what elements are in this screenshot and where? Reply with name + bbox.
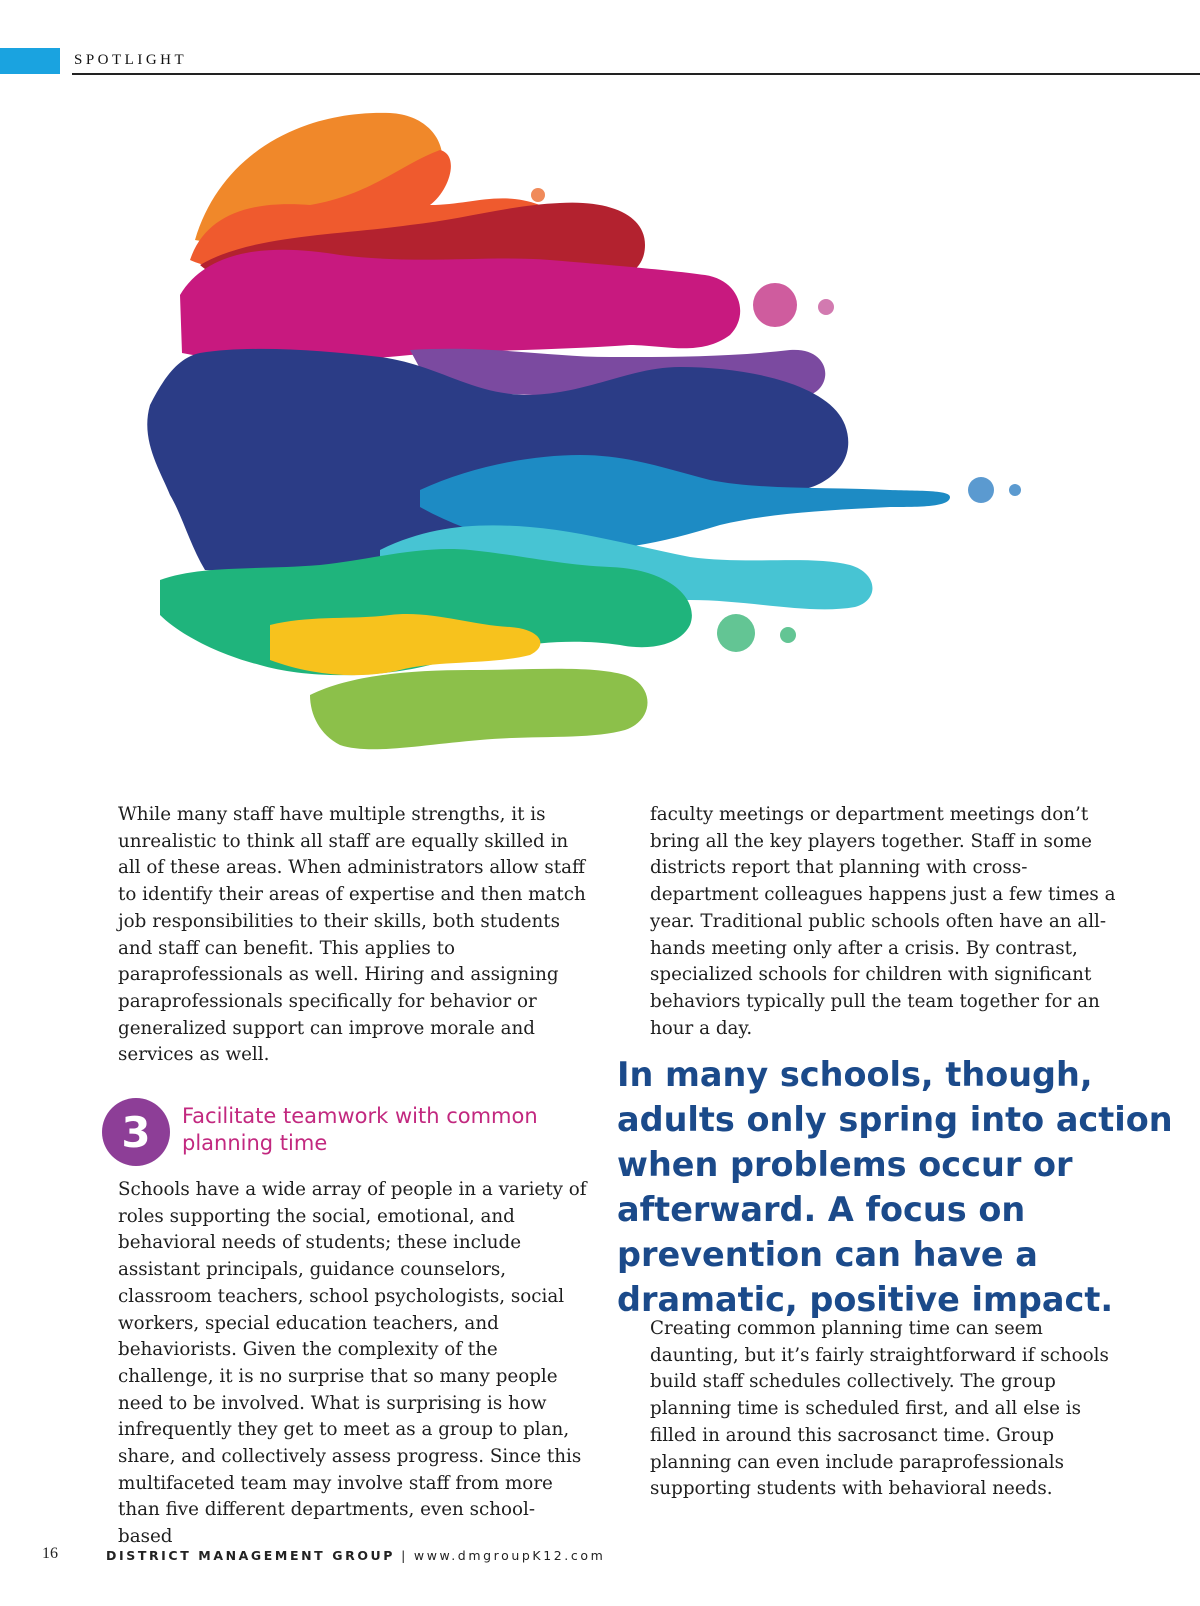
head-shape xyxy=(147,113,950,749)
pull-quote: In many schools, though, adults only spring into action when problems occur or afterward. A focus on prevention can have a dramatic, positive impact. xyxy=(617,1055,1173,1319)
left-paragraph-1: While many staff have multiple strengths, it is unrealistic to think all staff are equally skilled in all of these areas. When administrators allow staff to identify their areas of expertise and then match job responsibilities to their skills, both students and staff can benefit. This applies to paraprofessionals as well. Hiring and assigning paraprofessionals specifically for behavior or generalized support can improve morale and services as well. xyxy=(118,804,586,1066)
right-column xyxy=(650,802,1120,1042)
left-column-lower xyxy=(118,1177,588,1551)
left-paragraph-2: Schools have a wide array of people in a variety of roles supporting the social, emotional, and behavioral needs of students; these include assistant principals, guidance counselors, classroom teachers, school psychologists, social workers, special education teachers, and behaviorists. Given the complexity of the challenge, it is no surprise that so many people need to be involved. What is surprising is how infrequently they get to meet as a group to plan, share, and collectively assess progress. Since this multifaceted team may involve staff from more than five different departments, even school-based xyxy=(118,1179,587,1548)
right-paragraph-2: Creating common planning time can seem daunting, but it’s fairly straightforward if schools build staff schedules collectively. The group planning time is scheduled first, and all else is filled in around this sacrosanct time. Group planning can even include paraprofessionals supporting students with behavioral needs. xyxy=(650,1318,1109,1500)
footer-separator: | xyxy=(401,1548,408,1563)
footer-line xyxy=(106,1548,605,1563)
right-paragraph-1: faculty meetings or department meetings don’t bring all the key players together. Staff in some districts report that planning with cross-department colleagues happens just a few times a year. Traditional public schools often have an all-hands meeting only after a crisis. By contrast, specialized schools for children with significant behaviors typically pull the team together for an hour a day. xyxy=(650,804,1116,1039)
step-heading xyxy=(102,1098,582,1168)
section-label: SPOTLIGHT xyxy=(74,52,188,68)
step-number-badge: 3 xyxy=(102,1098,170,1166)
colorful-head-profile-illustration xyxy=(110,95,1070,795)
footer-organization: DISTRICT MANAGEMENT GROUP xyxy=(106,1548,396,1563)
header-accent-bar xyxy=(0,48,60,74)
left-column xyxy=(118,802,588,1069)
header-rule xyxy=(72,73,1200,75)
page-number: 16 xyxy=(42,1545,58,1562)
step-title: Facilitate teamwork with common planning time xyxy=(182,1104,538,1155)
footer-website: www.dmgroupK12.com xyxy=(413,1548,606,1563)
right-column-lower xyxy=(650,1316,1120,1503)
